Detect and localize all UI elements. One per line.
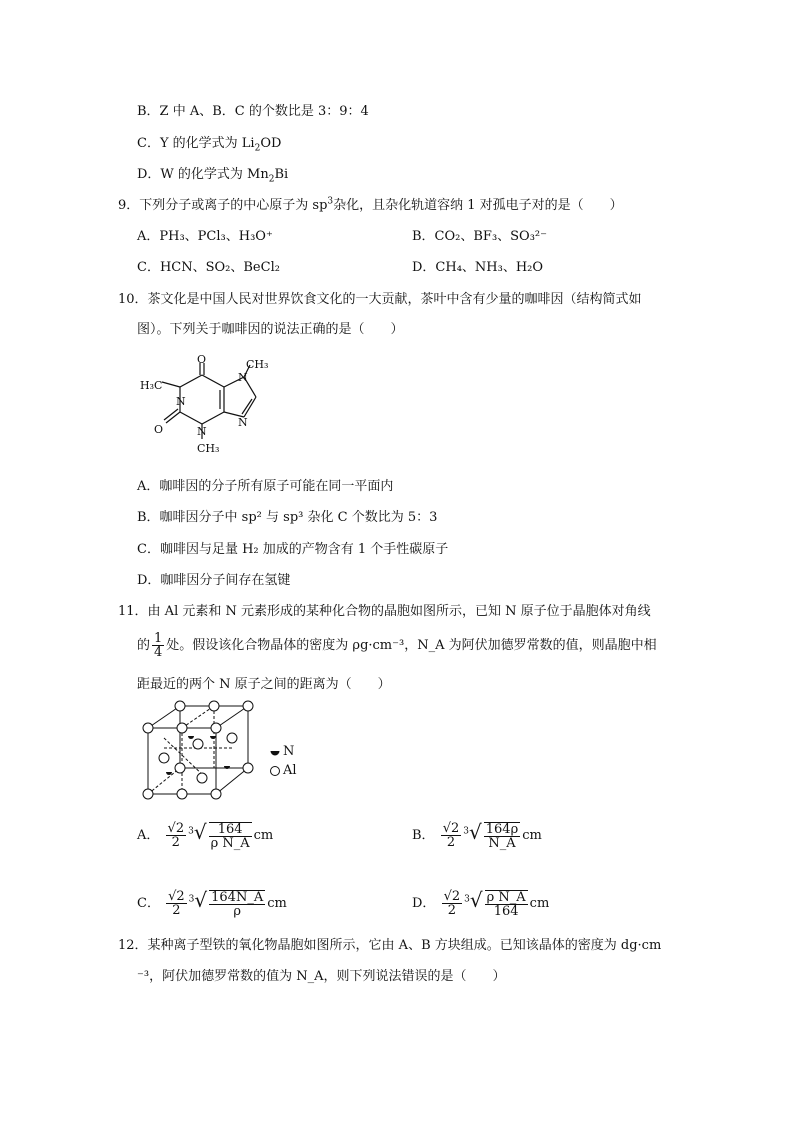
- legend-al-label: Al: [283, 763, 297, 778]
- q9-option-d: D．CH₄、NH₃、H₂O: [412, 260, 544, 275]
- legend-n-label: N: [283, 744, 295, 759]
- root-index: 3: [188, 826, 194, 837]
- q11-option-b-radicand: [484, 822, 520, 850]
- q11-option-c-label: C．: [137, 896, 160, 911]
- q8-option-c-sub: 2: [254, 143, 261, 154]
- coef-den: 2: [447, 903, 456, 918]
- q11-option-a-coef: [166, 822, 187, 849]
- q10-option-d: D．咖啡因分子间存在氢键: [137, 573, 291, 588]
- q11-option-b-label: B．: [412, 828, 435, 843]
- radicand-den: N_A: [488, 835, 516, 851]
- caffeine-o-top: O: [197, 355, 207, 366]
- caffeine-structure: [140, 355, 290, 465]
- q11-stem-line3: 距最近的两个 N 原子之间的距离为（ ）: [137, 677, 391, 692]
- radical-icon: √: [469, 888, 483, 912]
- legend-al-icon: [269, 765, 281, 777]
- q11-fraction-num: 1: [154, 631, 163, 646]
- radicand-num: 164ρ: [485, 821, 519, 837]
- q11-stem-line1: 11．由 Al 元素和 N 元素形成的某种化合物的晶胞如图所示，已知 N 原子位于晶胞体对角线: [118, 604, 651, 619]
- q10-stem-line2: 图）。下列关于咖啡因的说法正确的是（ ）: [137, 322, 404, 337]
- q8-option-d-sub: 2: [268, 174, 275, 185]
- caffeine-o-bottom: O: [154, 423, 164, 436]
- q11-stem-line2: [137, 632, 657, 660]
- q9-option-b: B．CO₂、BF₃、SO₃²⁻: [412, 229, 548, 244]
- q9-option-c: C．HCN、SO₂、BeCl₂: [137, 260, 280, 275]
- caffeine-h3c: H₃C: [140, 379, 163, 392]
- root-index: 3: [463, 826, 469, 837]
- caffeine-n3: N: [197, 425, 207, 438]
- q11-stem-line2-suffix: 处。假设该化合物晶体的密度为 ρg·cm⁻³，N_A 为阿伏加德罗常数的值，则晶胞中相: [166, 638, 657, 653]
- radical-icon: √: [194, 888, 208, 912]
- radicand-num: 164N_A: [211, 889, 264, 905]
- q11-option-c: [137, 880, 287, 924]
- radicand-num: 164: [209, 823, 252, 837]
- coef-den: 2: [446, 835, 456, 850]
- coef-num: √2: [442, 821, 460, 836]
- q11-option-b-coef: [441, 822, 462, 849]
- root-index: 3: [464, 894, 470, 905]
- radicand-den: ρ: [233, 903, 241, 919]
- caffeine-ch3-bottom: CH₃: [197, 442, 220, 455]
- coef-den: 2: [171, 835, 180, 850]
- caffeine-n7: N: [238, 371, 248, 384]
- q11-option-b: [412, 812, 542, 856]
- q11-option-a-label: A．: [137, 828, 160, 843]
- q8-option-d-text: D．W 的化学式为 Mn: [137, 167, 269, 182]
- caffeine-n9: N: [238, 416, 248, 429]
- coef-den: 2: [172, 903, 181, 918]
- q10-stem-line1: 10．茶文化是中国人民对世界饮食文化的一大贡献，茶叶中含有少量的咖啡因（结构简式如: [118, 292, 642, 307]
- q10-option-a: A．咖啡因的分子所有原子可能在同一平面内: [137, 479, 394, 494]
- q8-option-b-text: B．Z 中 A、B．C 的个数比是 3：9：4: [137, 104, 369, 119]
- unit: cm: [522, 828, 542, 843]
- q11-option-c-coef: [166, 890, 187, 917]
- unit: cm: [267, 896, 287, 911]
- q12-stem-line2: ⁻³，阿伏加德罗常数的值为 N_A，则下列说法错误的是（ ）: [137, 969, 506, 984]
- unit: cm: [529, 896, 550, 911]
- q9-stem-suffix: 杂化，且杂化轨道容纳 1 对孤电子对的是（ ）: [333, 198, 623, 213]
- q11-option-c-radicand: [209, 890, 265, 918]
- radical-icon: √: [193, 820, 207, 844]
- q11-stem-line2-prefix: 的: [137, 638, 151, 653]
- q11-fraction: [152, 632, 164, 659]
- q8-option-c: [137, 134, 281, 154]
- coef-num: √2: [168, 889, 185, 904]
- q11-option-a: [137, 812, 273, 856]
- q8-option-d-suffix: Bi: [274, 167, 289, 182]
- unit: cm: [253, 828, 274, 843]
- legend-n-icon: [270, 747, 280, 757]
- q11-option-d-radicand: [485, 890, 528, 918]
- q11-option-d: [412, 880, 549, 924]
- aln-unit-cell-diagram: [140, 700, 260, 802]
- radicand-num: ρ N_A: [486, 889, 526, 905]
- q11-fraction-den: 4: [154, 645, 163, 660]
- q9-stem-text: 9．下列分子或离子的中心原子为 sp: [118, 198, 328, 213]
- caffeine-ch3-top: CH₃: [246, 358, 269, 371]
- q8-option-d: [137, 165, 288, 185]
- caffeine-n1: N: [176, 395, 186, 408]
- q8-option-c-suffix: OD: [260, 136, 282, 151]
- q9-stem: [118, 196, 623, 216]
- q11-option-d-coef: [442, 890, 463, 917]
- q11-option-a-radicand: [209, 822, 252, 850]
- q11-option-d-label: D．: [412, 896, 436, 911]
- q9-option-a: A．PH₃、PCl₃、H₃O⁺: [137, 229, 273, 244]
- root-index: 3: [188, 894, 195, 905]
- q8-option-b: [137, 102, 369, 122]
- radicand-den: 164: [493, 903, 519, 919]
- radical-icon: √: [469, 820, 482, 844]
- q10-option-c: C．咖啡因与足量 H₂ 加成的产物含有 1 个手性碳原子: [137, 542, 449, 557]
- q10-option-b: B．咖啡因分子中 sp² 与 sp³ 杂化 C 个数比为 5：3: [137, 510, 438, 525]
- q12-stem-line1: 12．某种离子型铁的氧化物晶胞如图所示，它由 A、B 方块组成。已知该晶体的密度为 dg·cm: [118, 938, 662, 953]
- q8-option-c-text: C．Y 的化学式为 Li: [137, 136, 255, 151]
- coef-num: √2: [443, 889, 461, 904]
- coef-num: √2: [167, 821, 185, 836]
- radicand-den: ρ N_A: [210, 835, 250, 851]
- q9-stem-sup: 3: [327, 196, 334, 207]
